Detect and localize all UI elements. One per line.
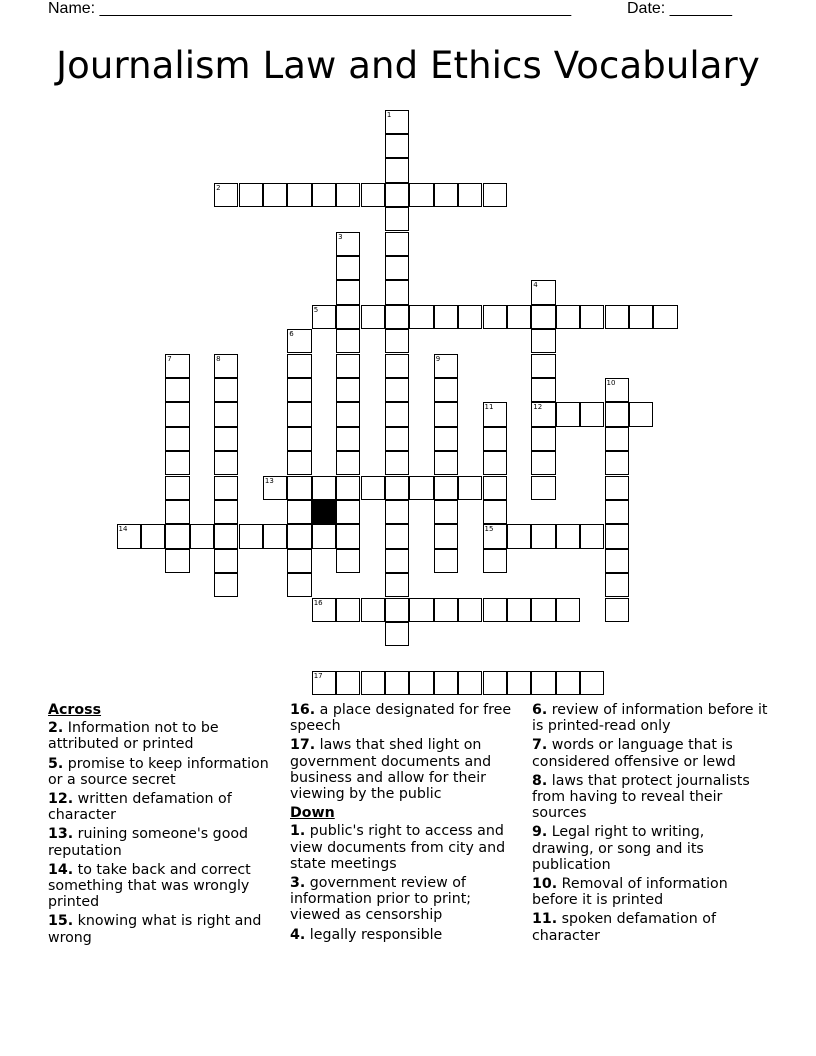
crossword-cell[interactable] [336, 329, 360, 353]
clue-number: 10. [532, 876, 558, 893]
crossword-cell[interactable] [336, 305, 360, 329]
crossword-cell[interactable] [385, 183, 409, 207]
crossword-cell[interactable] [385, 280, 409, 304]
crossword-cell[interactable] [483, 305, 507, 329]
crossword-cell[interactable] [434, 500, 458, 524]
crossword-cell[interactable] [214, 451, 238, 475]
crossword-cell[interactable] [336, 598, 360, 622]
crossword-cell[interactable] [409, 598, 433, 622]
clue-text: knowing what is right and wrong [48, 913, 262, 946]
crossword-cell[interactable] [336, 354, 360, 378]
crossword-cell[interactable] [385, 622, 409, 646]
clue-across-17 [290, 737, 522, 802]
crossword-cell[interactable] [531, 598, 555, 622]
clue-text: Legal right to writing, drawing, or song and its publication [532, 824, 705, 873]
cell-number: 13 [264, 476, 274, 485]
crossword-cell[interactable] [580, 305, 604, 329]
cell-number: 8 [216, 354, 221, 363]
crossword-cell[interactable] [653, 305, 677, 329]
crossword-cell[interactable] [165, 500, 189, 524]
crossword-cell[interactable] [605, 500, 629, 524]
crossword-cell[interactable] [531, 671, 555, 695]
crossword-cell[interactable] [287, 549, 311, 573]
cell-number: 14 [118, 525, 128, 534]
clue-number: 3. [290, 875, 306, 892]
crossword-cell[interactable] [336, 427, 360, 451]
crossword-cell[interactable] [336, 280, 360, 304]
clue-across-13 [48, 826, 280, 858]
crossword-cell[interactable] [385, 598, 409, 622]
clue-number: 8. [532, 772, 548, 789]
clues-column-3 [532, 702, 768, 947]
crossword-cell[interactable] [312, 305, 336, 329]
crossword-cell[interactable] [263, 183, 287, 207]
crossword-cell[interactable] [361, 305, 385, 329]
crossword-cell[interactable] [214, 573, 238, 597]
crossword-cell[interactable] [287, 524, 311, 548]
crossword-cell[interactable] [556, 671, 580, 695]
crossword-cell[interactable] [287, 573, 311, 597]
crossword-cell[interactable] [385, 305, 409, 329]
crossword-black-cell [312, 500, 336, 524]
crossword-cell[interactable] [336, 232, 360, 256]
crossword-cell[interactable] [507, 524, 531, 548]
clue-number: 4. [290, 926, 306, 943]
crossword-cell[interactable] [385, 573, 409, 597]
crossword-cell[interactable] [483, 500, 507, 524]
clue-text: Information not to be attributed or printed [48, 720, 219, 753]
crossword-cell[interactable] [409, 183, 433, 207]
crossword-cell[interactable] [287, 378, 311, 402]
crossword-cell[interactable] [385, 207, 409, 231]
crossword-cell[interactable] [409, 671, 433, 695]
clue-number: 17. [290, 737, 316, 754]
crossword-cell[interactable] [385, 427, 409, 451]
crossword-cell[interactable] [531, 402, 555, 426]
crossword-cell[interactable] [483, 549, 507, 573]
crossword-cell[interactable] [312, 598, 336, 622]
crossword-cell[interactable] [605, 402, 629, 426]
crossword-cell[interactable] [458, 305, 482, 329]
crossword-cell[interactable] [336, 402, 360, 426]
crossword-cell[interactable] [434, 671, 458, 695]
cell-number: 2 [216, 183, 221, 192]
crossword-cell[interactable] [580, 524, 604, 548]
crossword-cell[interactable] [214, 524, 238, 548]
cell-number: 12 [533, 403, 543, 412]
crossword-cell[interactable] [605, 305, 629, 329]
cell-number: 7 [167, 354, 172, 363]
clue-number: 14. [48, 861, 74, 878]
crossword-cell[interactable] [385, 524, 409, 548]
clue-text: spoken defamation of character [532, 911, 716, 944]
crossword-cell[interactable] [434, 549, 458, 573]
clue-down-3 [290, 875, 522, 924]
crossword-cell[interactable] [385, 110, 409, 134]
crossword-cell[interactable] [385, 232, 409, 256]
clue-across-5 [48, 756, 280, 788]
crossword-cell[interactable] [483, 427, 507, 451]
crossword-cell[interactable] [385, 158, 409, 182]
clue-down-10 [532, 876, 768, 908]
crossword-cell[interactable] [287, 476, 311, 500]
crossword-cell[interactable] [165, 476, 189, 500]
crossword-cell[interactable] [385, 451, 409, 475]
crossword-cell[interactable] [483, 183, 507, 207]
crossword-cell[interactable] [385, 500, 409, 524]
crossword-cell[interactable] [214, 378, 238, 402]
crossword-cell[interactable] [629, 402, 653, 426]
crossword-cell[interactable] [483, 671, 507, 695]
crossword-cell[interactable] [507, 598, 531, 622]
crossword-cell[interactable] [434, 451, 458, 475]
crossword-cell[interactable] [214, 476, 238, 500]
crossword-cell[interactable] [605, 573, 629, 597]
crossword-cell[interactable] [165, 451, 189, 475]
crossword-cell[interactable] [287, 402, 311, 426]
clue-number: 9. [532, 824, 548, 841]
crossword-cell[interactable] [507, 671, 531, 695]
clue-number: 12. [48, 791, 74, 808]
down-heading: Down [290, 805, 335, 822]
crossword-cell[interactable] [531, 451, 555, 475]
crossword-cell[interactable] [385, 329, 409, 353]
cell-number: 17 [313, 671, 323, 680]
clue-down-1 [290, 823, 522, 872]
crossword-cell[interactable] [531, 354, 555, 378]
clue-text: words or language that is considered offensive or lewd [532, 737, 736, 770]
clue-number: 15. [48, 913, 74, 930]
cell-number: 1 [386, 110, 392, 119]
clue-number: 16. [290, 702, 316, 718]
crossword-cell[interactable] [556, 402, 580, 426]
crossword-cell[interactable] [409, 476, 433, 500]
crossword-cell[interactable] [483, 598, 507, 622]
clue-down-8 [532, 773, 768, 822]
clues-column-2 [290, 702, 522, 946]
name-line[interactable]: Name: _____________________________________________________ [48, 0, 572, 17]
clue-number: 7. [532, 737, 548, 754]
crossword-cell[interactable] [580, 671, 604, 695]
clue-number: 6. [532, 702, 548, 718]
crossword-cell[interactable] [141, 524, 165, 548]
crossword-cell[interactable] [361, 671, 385, 695]
crossword-cell[interactable] [434, 427, 458, 451]
crossword-cell[interactable] [458, 598, 482, 622]
crossword-cell[interactable] [165, 402, 189, 426]
crossword-cell[interactable] [214, 427, 238, 451]
crossword-cell[interactable] [239, 183, 263, 207]
crossword-cell[interactable] [434, 183, 458, 207]
clue-number: 13. [48, 826, 74, 843]
crossword-cell[interactable] [556, 524, 580, 548]
cell-number: 16 [313, 598, 323, 607]
cell-number: 9 [435, 354, 441, 363]
clue-across-14 [48, 862, 280, 911]
clue-down-6 [532, 702, 768, 734]
crossword-cell[interactable] [190, 524, 214, 548]
crossword-cell[interactable] [605, 524, 629, 548]
clue-text: legally responsible [309, 926, 443, 943]
crossword-cell[interactable] [385, 549, 409, 573]
crossword-cell[interactable] [385, 671, 409, 695]
crossword-cell[interactable] [165, 427, 189, 451]
crossword-cell[interactable] [239, 524, 263, 548]
clue-down-11 [532, 911, 768, 943]
crossword-cell[interactable] [434, 476, 458, 500]
crossword-cell[interactable] [361, 476, 385, 500]
cell-number: 5 [313, 305, 319, 314]
clue-down-7 [532, 737, 768, 769]
clue-down-9 [532, 824, 768, 873]
crossword-cell[interactable] [507, 305, 531, 329]
page-title: Journalism Law and Ethics Vocabulary [56, 44, 760, 87]
clue-text: ruining someone's good reputation [48, 826, 249, 859]
crossword-cell[interactable] [361, 183, 385, 207]
crossword-cell[interactable] [483, 524, 507, 548]
crossword-cell[interactable] [287, 354, 311, 378]
crossword-cell[interactable] [336, 549, 360, 573]
crossword-cell[interactable] [214, 500, 238, 524]
crossword-cell[interactable] [458, 671, 482, 695]
clue-text: Removal of information before it is printed [532, 876, 728, 909]
crossword-cell[interactable] [385, 256, 409, 280]
crossword-cell[interactable] [629, 305, 653, 329]
clue-number: 1. [290, 823, 306, 840]
crossword-cell[interactable] [434, 402, 458, 426]
crossword-cell[interactable] [531, 378, 555, 402]
crossword-cell[interactable] [385, 402, 409, 426]
clue-text: promise to keep information or a source secret [48, 755, 269, 788]
crossword-cell[interactable] [605, 378, 629, 402]
clue-across-2 [48, 720, 280, 752]
across-heading: Across [48, 702, 102, 718]
crossword-cell[interactable] [287, 500, 311, 524]
crossword-cell[interactable] [434, 378, 458, 402]
crossword-cell[interactable] [361, 598, 385, 622]
clue-text: to take back and correct something that was wrongly printed [48, 861, 251, 911]
crossword-cell[interactable] [531, 329, 555, 353]
clue-down-4 [290, 927, 522, 943]
crossword-cell[interactable] [385, 378, 409, 402]
crossword-cell[interactable] [385, 134, 409, 158]
crossword-cell[interactable] [165, 354, 189, 378]
crossword-cell[interactable] [117, 524, 141, 548]
crossword-cell[interactable] [287, 427, 311, 451]
crossword-cell[interactable] [263, 476, 287, 500]
crossword-cell[interactable] [580, 402, 604, 426]
crossword-cell[interactable] [263, 524, 287, 548]
crossword-cell[interactable] [605, 549, 629, 573]
clue-across-16 [290, 702, 522, 734]
crossword-cell[interactable] [556, 598, 580, 622]
crossword-cell[interactable] [312, 476, 336, 500]
crossword-cell[interactable] [287, 451, 311, 475]
crossword-cell[interactable] [214, 402, 238, 426]
crossword-cell[interactable] [483, 476, 507, 500]
crossword-cell[interactable] [531, 305, 555, 329]
crossword-cell[interactable] [336, 451, 360, 475]
crossword-cell[interactable] [165, 549, 189, 573]
crossword-cell[interactable] [336, 378, 360, 402]
crossword-cell[interactable] [458, 476, 482, 500]
crossword-cell[interactable] [312, 524, 336, 548]
cell-number: 15 [484, 525, 494, 534]
crossword-cell[interactable] [287, 329, 311, 353]
clue-number: 2. [48, 720, 64, 737]
cell-number: 3 [338, 232, 343, 241]
clue-across-12 [48, 791, 280, 823]
clue-number: 11. [532, 911, 558, 928]
clue-text: public's right to access and view documents from city and state meetings [290, 823, 506, 872]
crossword-cell[interactable] [556, 305, 580, 329]
crossword-cell[interactable] [336, 524, 360, 548]
crossword-cell[interactable] [336, 476, 360, 500]
clue-number: 5. [48, 755, 64, 772]
crossword-cell[interactable] [312, 183, 336, 207]
crossword-cell[interactable] [605, 476, 629, 500]
cell-number: 11 [484, 403, 494, 412]
cell-number: 6 [289, 330, 294, 339]
clue-text: a place designated for free speech [290, 702, 512, 735]
crossword-cell[interactable] [214, 549, 238, 573]
crossword-cell[interactable] [434, 305, 458, 329]
crossword-cell[interactable] [483, 451, 507, 475]
clue-text: written defamation of character [48, 791, 232, 824]
crossword-cell[interactable] [409, 305, 433, 329]
crossword-cell[interactable] [434, 524, 458, 548]
crossword-cell[interactable] [434, 598, 458, 622]
crossword-cell[interactable] [287, 183, 311, 207]
clues-column-1 [48, 702, 280, 949]
crossword-cell[interactable] [336, 256, 360, 280]
clue-text: laws that shed light on government documents and business and allow for their viewing by the public [290, 737, 492, 803]
crossword-cell[interactable] [214, 183, 238, 207]
crossword-cell[interactable] [336, 500, 360, 524]
crossword-cell[interactable] [385, 354, 409, 378]
crossword-cell[interactable] [531, 476, 555, 500]
crossword-cell[interactable] [385, 476, 409, 500]
crossword-cell[interactable] [434, 354, 458, 378]
cell-number: 10 [606, 378, 616, 387]
crossword-cell[interactable] [165, 524, 189, 548]
crossword-cell[interactable] [336, 671, 360, 695]
cell-number: 4 [533, 281, 538, 290]
crossword-cell[interactable] [483, 402, 507, 426]
clue-text: government review of information prior to print; viewed as censorship [290, 875, 472, 924]
clue-text: review of information before it is printed-read only [532, 702, 768, 735]
crossword-cell[interactable] [214, 354, 238, 378]
crossword-cell[interactable] [531, 427, 555, 451]
clue-text: laws that protect journalists from having to reveal their sources [532, 772, 750, 822]
crossword-cell[interactable] [605, 427, 629, 451]
crossword-cell[interactable] [605, 451, 629, 475]
date-line[interactable]: Date: _______ [627, 0, 732, 17]
crossword-cell[interactable] [165, 378, 189, 402]
crossword-cell[interactable] [531, 524, 555, 548]
crossword-cell[interactable] [458, 183, 482, 207]
crossword-cell[interactable] [605, 598, 629, 622]
crossword-cell[interactable] [336, 183, 360, 207]
crossword-cell[interactable] [312, 671, 336, 695]
clue-across-15 [48, 913, 280, 945]
crossword-cell[interactable] [531, 280, 555, 304]
